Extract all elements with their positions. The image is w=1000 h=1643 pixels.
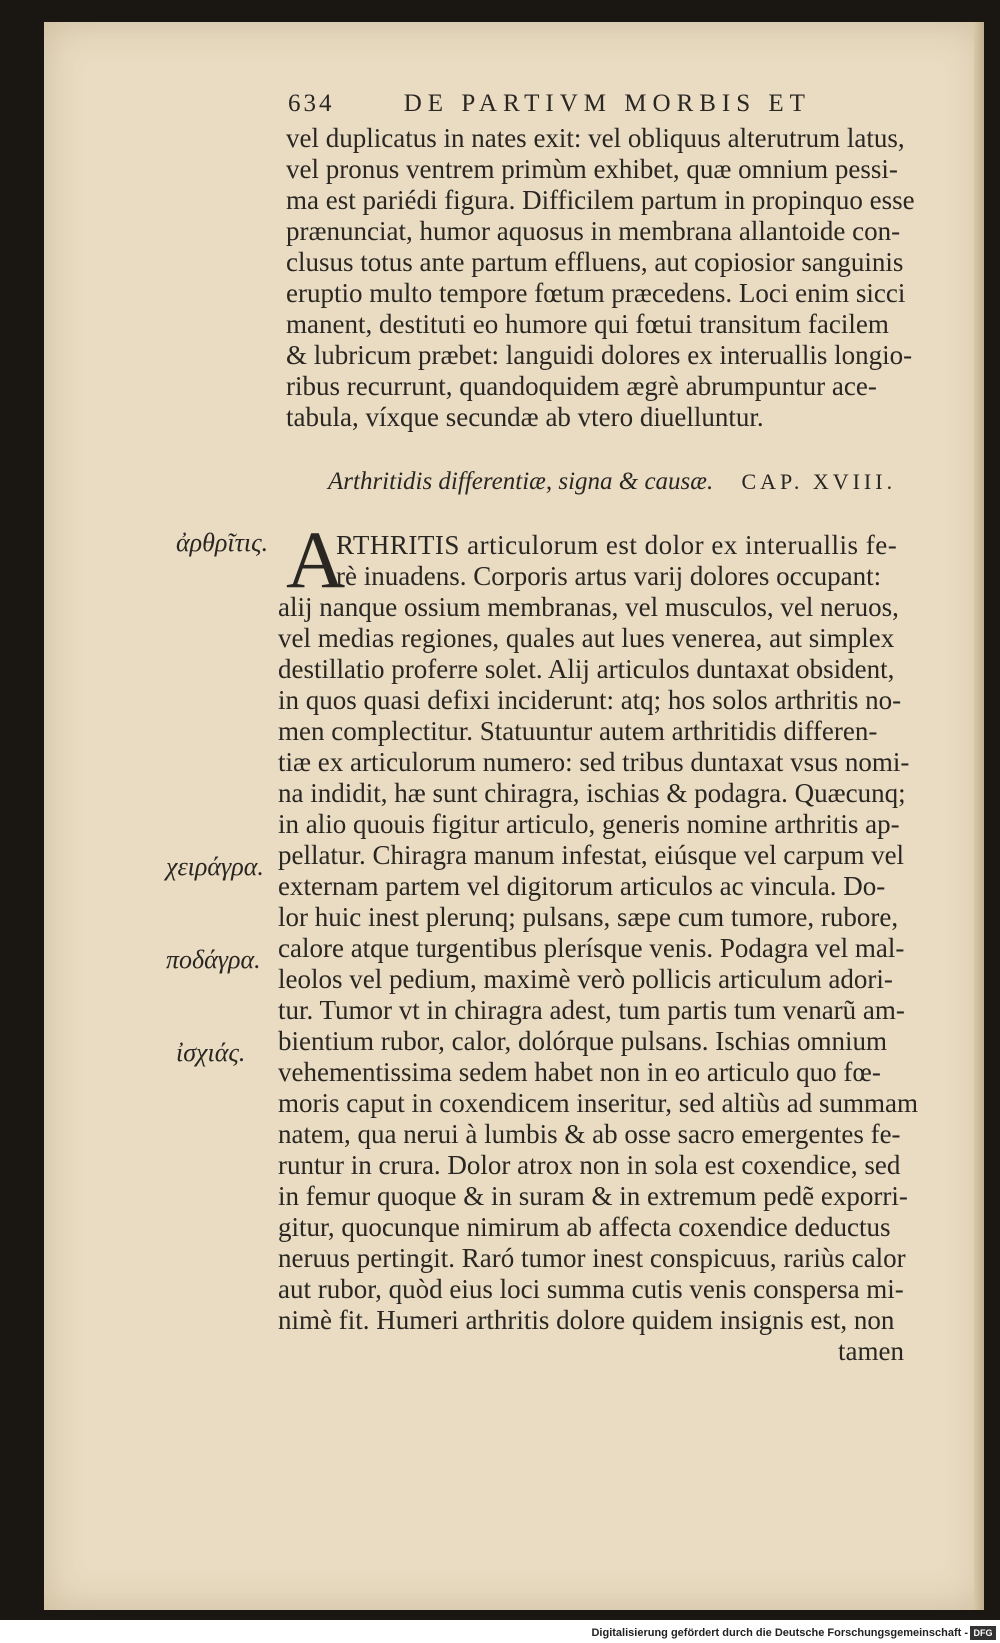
margin-note-arthritis: ἀρθρῖτις. bbox=[176, 528, 269, 557]
footer-credit: Digitalisierung gefördert durch die Deutsche Forschungsgemeinschaft - bbox=[591, 1627, 968, 1639]
text-line: bientium rubor, calor, dolórque pulsans. Ischias omnium bbox=[278, 1026, 887, 1056]
text-line: vel pronus ventrem primùm exhibet, quæ omnium pessi- bbox=[286, 154, 898, 184]
main-paragraph bbox=[278, 514, 919, 1367]
text-line: tur. Tumor vt in chiragra adest, tum partis tum venarũ am- bbox=[278, 995, 905, 1025]
text-line: RTHRITIS articulorum est dolor ex interuallis fe- bbox=[336, 530, 898, 560]
text-line: calore atque turgentibus plerísque venis. Podagra vel mal- bbox=[278, 933, 905, 963]
text-line: in alio quouis figitur articulo, generis nomine arthritis ap- bbox=[278, 809, 900, 839]
text-line: lor huic inest plerunq; pulsans, sæpe cum tumore, rubore, bbox=[278, 902, 899, 932]
text-line: natem, qua nerui à lumbis & ab osse sacro emergentes fe- bbox=[278, 1119, 901, 1149]
dfg-logo: DFG bbox=[970, 1626, 996, 1640]
text-line: vehementissima sedem habet non in eo articulo quo fœ- bbox=[278, 1057, 881, 1087]
text-line: ribus recurrunt, quandoquidem ægrè abrumpuntur ace- bbox=[286, 371, 877, 401]
text-line: alij nanque ossium membranas, vel musculos, vel neruos, bbox=[278, 592, 899, 622]
text-line: prænunciat, humor aquosus in membrana allantoide con- bbox=[286, 216, 901, 246]
text-line: destillatio proferre solet. Alij articulos duntaxat obsident, bbox=[278, 654, 895, 684]
chapter-title: Arthritidis differentiæ, signa & causæ. bbox=[328, 468, 714, 495]
page-header bbox=[288, 90, 811, 118]
running-title: DE PARTIVM MORBIS ET bbox=[403, 90, 811, 117]
margin-note-chiragra: χειράγρα. bbox=[166, 852, 264, 881]
text-line: runtur in crura. Dolor atrox non in sola est coxendice, sed bbox=[278, 1150, 901, 1180]
catchword: tamen bbox=[838, 1336, 904, 1366]
margin-note-podagra: ποδάγρα. bbox=[166, 945, 261, 974]
chapter-heading bbox=[328, 468, 908, 496]
folio-number: 634 bbox=[288, 90, 335, 117]
text-line: & lubricum præbet: languidi dolores ex interuallis longio- bbox=[286, 340, 913, 370]
text-line: neruus pertingit. Raró tumor inest conspicuus, rariùs calor bbox=[278, 1243, 906, 1273]
text-line: ma est pariédi figura. Difficilem partum in propinquo esse bbox=[286, 185, 915, 215]
drop-capital: A bbox=[286, 514, 346, 605]
chapter-number: CAP. XVIII. bbox=[741, 469, 897, 494]
text-line: gitur, quocunque nimirum ab affecta coxendice deductus bbox=[278, 1212, 891, 1242]
text-line: clusus totus ante partum effluens, aut copiosior sanguinis bbox=[286, 247, 904, 277]
text-line: vel medias regiones, quales aut lues venerea, aut simplex bbox=[278, 623, 895, 653]
margin-note-ischias: ἰσχιάς. bbox=[176, 1038, 246, 1067]
text-line: nimè fit. Humeri arthritis dolore quidem insignis est, non bbox=[278, 1305, 895, 1335]
text-line: moris caput in coxendicem inseritur, sed altiùs ad summam bbox=[278, 1088, 919, 1118]
text-line: vel duplicatus in nates exit: vel obliquus alterutrum latus, bbox=[286, 123, 905, 153]
text-line: aut rubor, quòd eius loci summa cutis venis conspersa mi- bbox=[278, 1274, 904, 1304]
text-line: pellatur. Chiragra manum infestat, eiúsque vel carpum vel bbox=[278, 840, 905, 870]
page-edge bbox=[974, 22, 984, 1610]
text-line: men complectitur. Statuuntur autem arthritidis differen- bbox=[278, 716, 878, 746]
text-line: in femur quoque & in suram & in extremum pedẽ exporri- bbox=[278, 1181, 908, 1211]
text-line: tabula, víxque secundæ ab vtero diuelluntur. bbox=[286, 402, 764, 432]
text-line: tiæ ex articulorum numero: sed tribus duntaxat vsus nomi- bbox=[278, 747, 910, 777]
text-line: na indidit, hæ sunt chiragra, ischias & podagra. Quæcunq; bbox=[278, 778, 906, 808]
text-line: externam partem vel digitorum articulos ac vincula. Do- bbox=[278, 871, 886, 901]
text-line: leolos vel pedium, maximè verò pollicis articulum adori- bbox=[278, 964, 893, 994]
text-line: eruptio multo tempore fœtum præcedens. Loci enim sicci bbox=[286, 278, 906, 308]
text-line: manent, destituti eo humore qui fœtui transitum facilem bbox=[286, 309, 889, 339]
top-paragraph bbox=[286, 123, 926, 433]
text-line: in quos quasi defixi inciderunt: atq; hos solos arthritis no- bbox=[278, 685, 902, 715]
text-line: rè inuadens. Corporis artus varij dolores occupant: bbox=[336, 561, 882, 591]
digitization-footer bbox=[0, 1624, 1000, 1643]
